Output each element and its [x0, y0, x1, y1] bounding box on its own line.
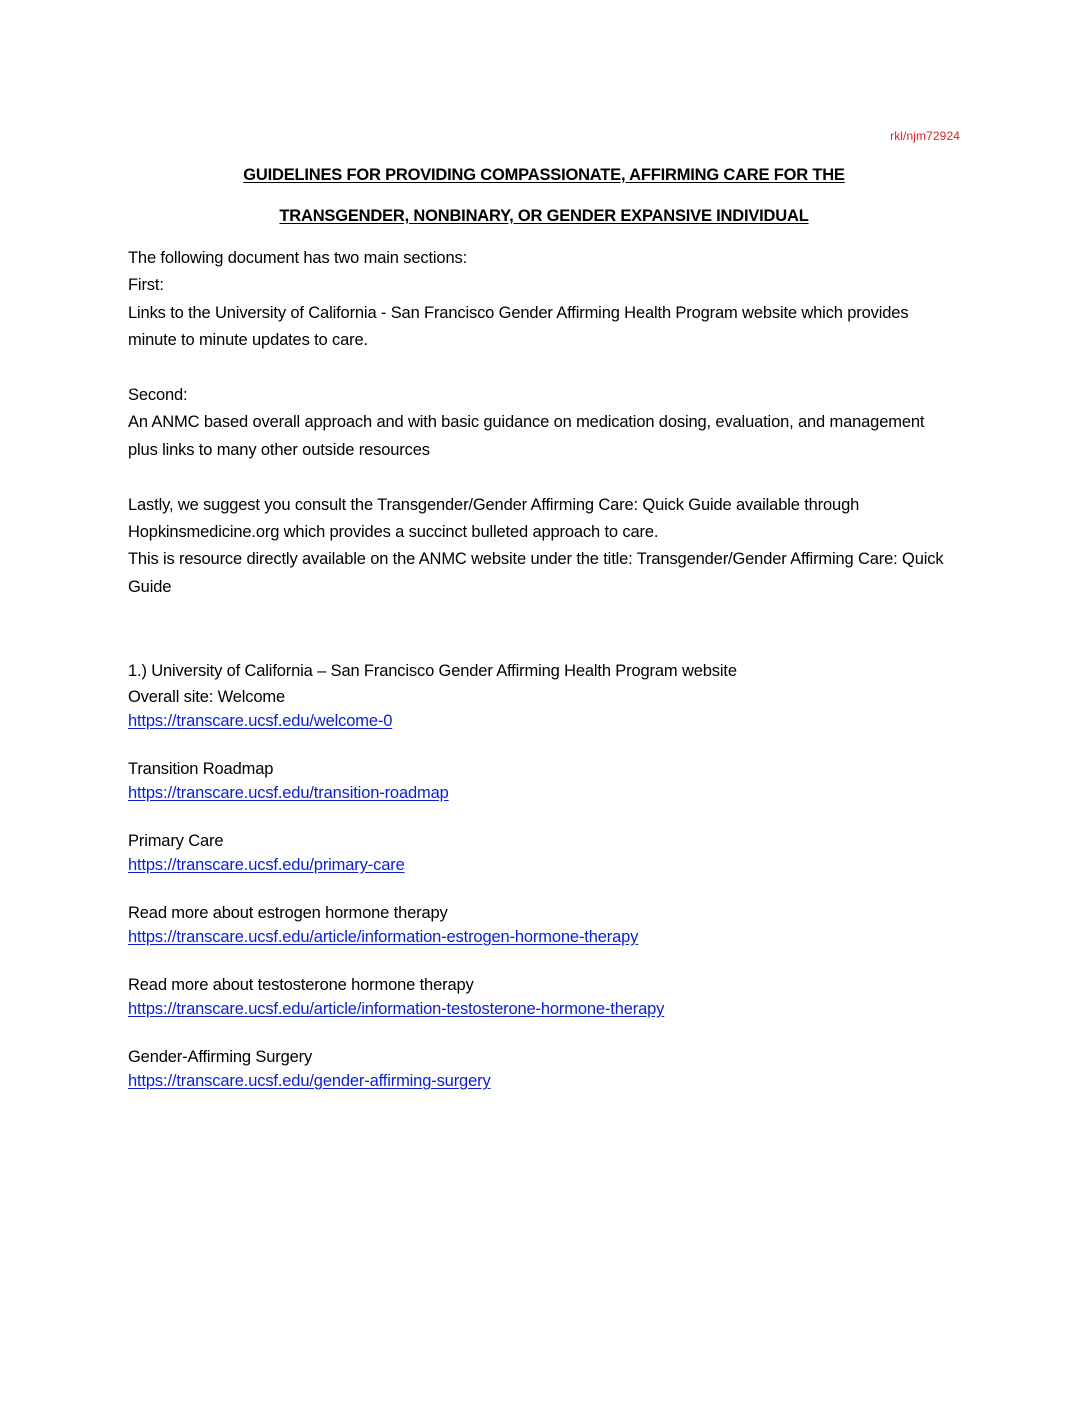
gender-affirming-surgery-link[interactable]: https://transcare.ucsf.edu/gender-affirming-surgery	[128, 1072, 491, 1090]
welcome-link[interactable]: https://transcare.ucsf.edu/welcome-0	[128, 712, 393, 730]
link-group-estrogen	[128, 901, 958, 949]
link-group-primary-care	[128, 829, 958, 877]
first-description: Links to the University of California - San Francisco Gender Affirming Health Program website which provides minute to minute updates to care.	[128, 303, 909, 350]
intro-section	[128, 245, 958, 601]
second-description: An ANMC based overall approach and with basic guidance on medication dosing, evaluation, and management plus links to many other outside resources	[128, 413, 925, 459]
link-group-transition-roadmap	[128, 757, 958, 805]
link-label: Transition Roadmap	[128, 760, 274, 778]
estrogen-therapy-link[interactable]: https://transcare.ucsf.edu/article/information-estrogen-hormone-therapy	[128, 928, 639, 946]
ucsf-links-section	[128, 658, 958, 1117]
link-label: Read more about estrogen hormone therapy	[128, 904, 448, 922]
link-group-surgery	[128, 1045, 958, 1093]
testosterone-therapy-link[interactable]: https://transcare.ucsf.edu/article/information-testosterone-hormone-therapy	[128, 1000, 665, 1018]
link-group-welcome	[128, 685, 958, 733]
intro-line: The following document has two main sections:	[128, 249, 468, 267]
link-label: Gender-Affirming Surgery	[128, 1048, 313, 1066]
reference-code: rkl/njm72924	[890, 129, 960, 143]
link-group-testosterone	[128, 973, 958, 1021]
lastly-paragraph: Lastly, we suggest you consult the Transgender/Gender Affirming Care: Quick Guide available through Hopkinsmedicine.org which provides a succinct bulleted approach to care.	[128, 495, 860, 542]
link-label: Overall site: Welcome	[128, 688, 286, 706]
resource-paragraph: This is resource directly available on the ANMC website under the title: Transgender/Gender Affirming Care: Quick Guide	[128, 550, 944, 596]
first-label: First:	[128, 276, 164, 295]
link-label: Read more about testosterone hormone therapy	[128, 976, 474, 994]
transition-roadmap-link[interactable]: https://transcare.ucsf.edu/transition-roadmap	[128, 784, 449, 802]
second-label: Second:	[128, 386, 188, 405]
document-title-line-2: TRANSGENDER, NONBINARY, OR GENDER EXPANSIVE INDIVIDUAL	[279, 207, 809, 225]
primary-care-link[interactable]: https://transcare.ucsf.edu/primary-care	[128, 856, 405, 874]
link-label: Primary Care	[128, 832, 224, 850]
document-title-line-1: GUIDELINES FOR PROVIDING COMPASSIONATE, AFFIRMING CARE FOR THE	[243, 166, 845, 184]
section-1-heading: 1.) University of California – San Francisco Gender Affirming Health Program website	[128, 662, 737, 680]
